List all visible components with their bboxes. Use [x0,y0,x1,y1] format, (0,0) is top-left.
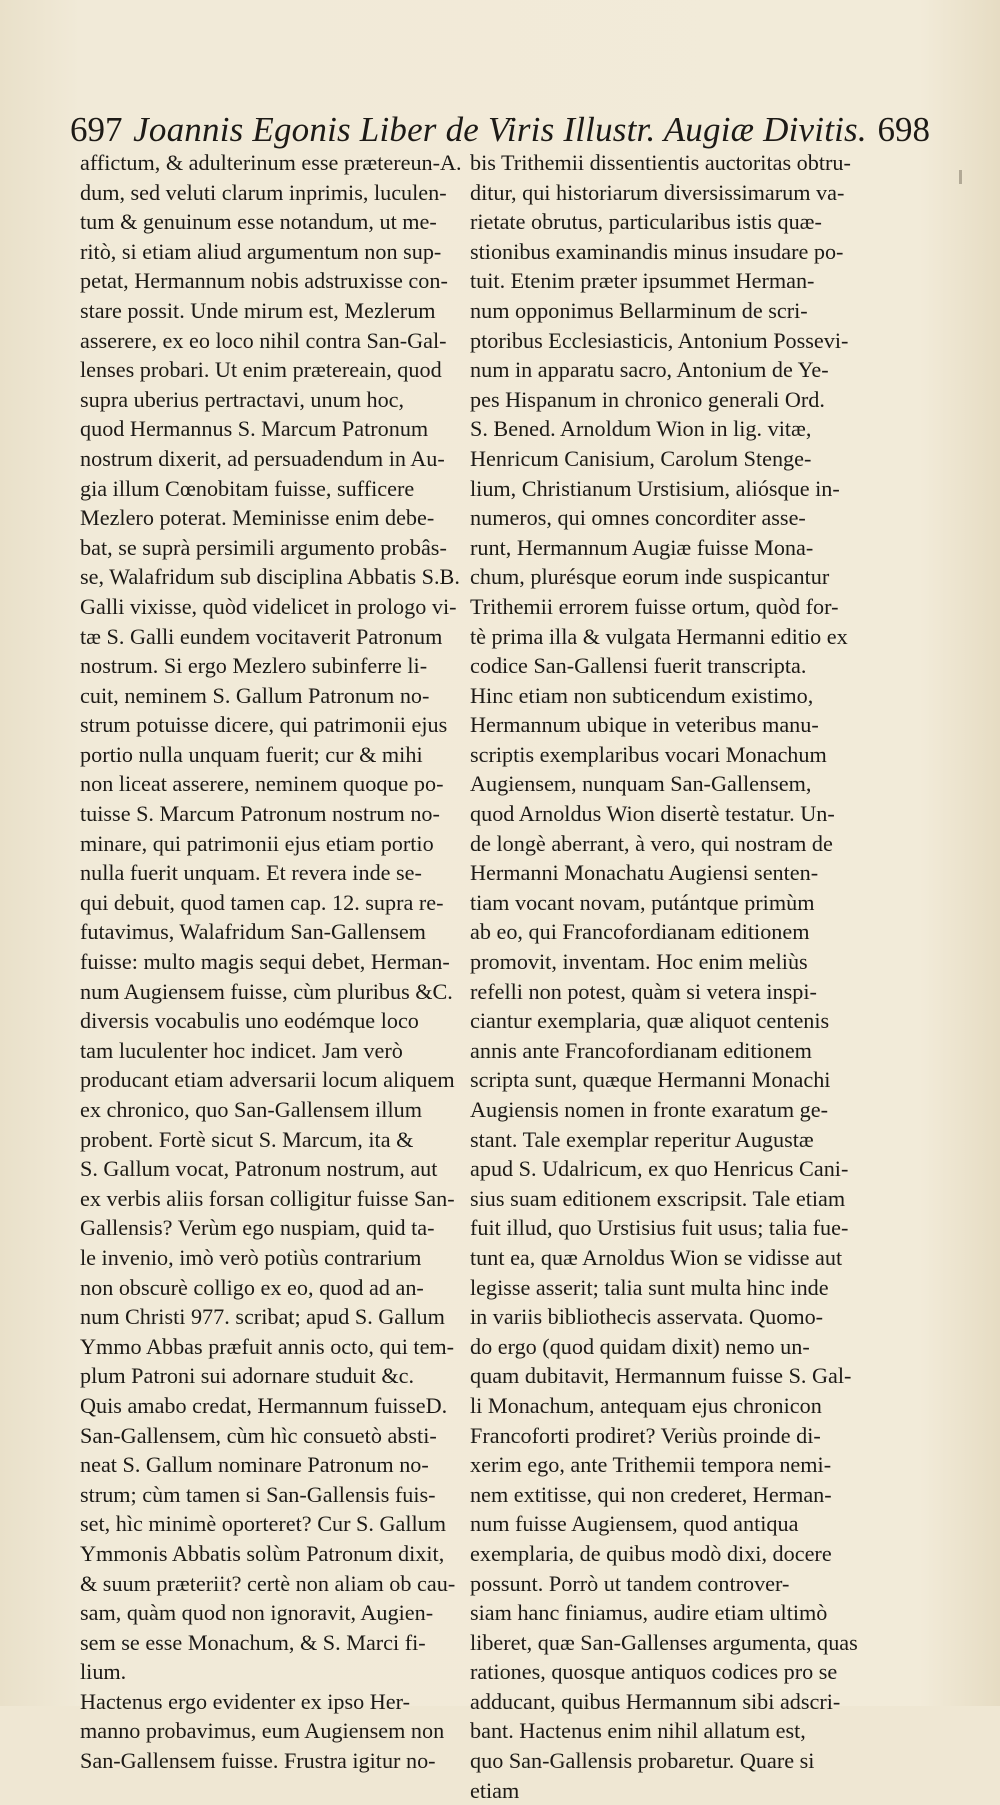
text-line: dum, sed veluti clarum inprimis, luculen- [80,179,447,205]
text-line: fuisse: multo magis sequi debet, Herman- [80,949,450,975]
right-text-column [470,148,908,1805]
text-line: neat S. Gallum nominare Patronum no- [80,1452,429,1478]
text-line: adducant, quibus Hermannum sibi adscri- [470,1688,841,1714]
text-line: siam hanc finiamus, audire etiam ultimò [470,1600,828,1626]
text-line: portio nulla unquam fuerit; cur & mihi [80,741,423,767]
text-line: tum & genuinum esse notandum, ut me- [80,209,437,235]
text-line: stant. Tale exemplar reperitur Augustæ [470,1126,814,1152]
text-line: promovit, inventam. Hoc enim meliùs [470,949,808,975]
text-line: probent. Fortè sicut S. Marcum, ita & [80,1126,414,1152]
text-line: tæ S. Galli eundem vocitaverit Patronum [80,623,443,649]
text-line: bat, se suprà persimili argumento probâs- [80,534,447,560]
text-line: sem se esse Monachum, & S. Marci fi- [80,1629,426,1655]
text-line: plum Patroni sui adornare studuit &c. [80,1363,414,1389]
text-line: affictum, & adulterinum esse prætereun-A. [80,150,462,175]
text-line: ritò, si etiam aliud argumentum non sup- [80,238,442,264]
text-line: ditur, qui historiarum diversissimarum va- [470,179,845,205]
text-line: set, hìc minimè oporteret? Cur S. Gallum [80,1511,447,1537]
text-line: S. Gallum vocat, Patronum nostrum, aut [80,1156,438,1182]
text-line: rationes, quosque antiquos codices pro se [470,1659,838,1685]
text-line: nostrum dixerit, ad persuadendum in Au- [80,445,445,471]
text-line: in variis bibliothecis asservata. Quomo- [470,1304,824,1330]
page-number-left: 697 [70,110,123,149]
text-line: xerim ego, ante Trithemii tempora nemi- [470,1452,832,1478]
text-line: le invenio, imò verò potiùs contrarium [80,1244,422,1270]
text-line: non liceat asserere, neminem quoque po- [80,771,444,797]
left-text-column [80,148,518,1776]
text-line: ab eo, qui Francofordianam editionem [470,919,810,945]
text-line: sius suam editionem exscripsit. Tale etiam [470,1185,846,1211]
text-line: Ymmo Abbas præfuit annis octo, qui tem- [80,1333,455,1359]
text-line: petat, Hermannum nobis adstruxisse con- [80,268,448,294]
margin-mark [959,170,962,184]
text-line: Hinc etiam non subticendum existimo, [470,682,814,708]
text-line: num opponimus Bellarminum de scri- [470,297,808,323]
text-line: Gallensis? Verùm ego nuspiam, quid ta- [80,1215,435,1241]
text-line: ex verbis aliis forsan colligitur fuisse San- [80,1185,455,1211]
text-line: ptoribus Ecclesiasticis, Antonium Possevi- [470,327,849,353]
text-line: nem extitisse, qui non crederet, Herman- [470,1481,832,1507]
text-line: exemplaria, de quibus modò dixi, docere [470,1540,832,1566]
text-line: quo San-Gallensis probaretur. Quare si [470,1748,815,1774]
text-line: Augiensis nomen in fronte exaratum ge- [470,1097,828,1122]
text-line: lium, Christianum Urstisium, aliósque in- [470,475,840,501]
text-line: strum potuisse dicere, qui patrimonii ejus [80,712,448,738]
page-number-right: 698 [877,110,930,149]
text-line: se, Walafridum sub disciplina Abbatis S.B. [80,564,460,590]
text-line: S. Bened. Arnoldum Wion in lig. vitæ, [470,416,812,442]
text-line: possunt. Porrò ut tandem controver- [470,1570,790,1596]
text-line: San-Gallensem, cùm hìc consuetò absti- [80,1422,437,1448]
text-line: Hermanni Monachatu Augiensi senten- [470,860,819,886]
text-line: Trithemii errorem fuisse ortum, quòd for- [470,593,839,619]
text-line: liberet, quæ San-Gallenses argumenta, quas [470,1629,858,1655]
text-line: ciantur exemplaria, quæ aliquot centenis [470,1008,830,1034]
text-line: Galli vixisse, quòd videlicet in prologo vi- [80,593,457,619]
text-line: stionibus examinandis minus insudare po- [470,238,844,264]
text-line: supra uberius pertractavi, unum hoc, [80,386,405,412]
text-line: li Monachum, antequam ejus chronicon [470,1392,822,1418]
text-line: fuit illud, quo Urstisius fuit usus; talia fue- [470,1215,849,1241]
text-line: tuit. Etenim præter ipsummet Herman- [470,268,815,294]
text-line: asserere, ex eo loco nihil contra San-Gal- [80,327,447,353]
running-header [70,108,930,152]
text-line: bant. Hactenus enim nihil allatum est, [470,1718,806,1744]
text-line: bis Trithemii dissentientis auctoritas obtru- [470,150,851,175]
text-line: cuit, neminem S. Gallum Patronum no- [80,682,430,708]
text-line: chum, plurésque eorum inde suspicantur [470,564,830,590]
text-line: nulla fuerit unquam. Et revera inde se- [80,860,422,886]
text-line: lenses probari. Ut enim prætereain, quod [80,357,442,383]
text-line: quod Arnoldus Wion disertè testatur. Un- [470,801,835,827]
text-line: legisse asserit; talia sunt multa hinc inde [470,1274,829,1300]
text-line: Francoforti prodiret? Veriùs proinde di- [470,1422,821,1448]
text-line: tè prima illa & vulgata Hermanni editio ex [470,623,848,649]
text-line: rietate obrutus, particularibus istis quæ- [470,209,822,235]
text-line: tam luculenter hoc indicet. Jam verò [80,1037,403,1063]
text-line: non obscurè colligo ex eo, quod ad an- [80,1274,424,1300]
text-line: & suum præteriit? certè non aliam ob cau- [80,1570,456,1596]
text-line: nostrum. Si ergo Mezlero subinferre li- [80,653,428,679]
text-line: Hermannum ubique in veteribus manu- [470,712,819,738]
text-line: num Christi 977. scribat; apud S. Gallum [80,1304,445,1330]
text-line: San-Gallensem fuisse. Frustra igitur no- [80,1748,436,1774]
text-line: tuisse S. Marcum Patronum nostrum no- [80,801,440,827]
text-line: lium. [80,1659,127,1685]
text-line: Augiensem, nunquam San-Gallensem, [470,771,812,797]
text-line: tunt ea, quæ Arnoldus Wion se vidisse aut [470,1244,843,1270]
text-line: scriptis exemplaribus vocari Monachum [470,741,827,767]
text-line: tiam vocant novam, putántque primùm [470,889,815,915]
text-line: numeros, qui omnes concorditer asse- [470,505,806,531]
text-line: diversis vocabulis uno eodémque loco [80,1008,419,1034]
text-line: pes Hispanum in chronico generali Ord. [470,386,825,412]
text-line: stare possit. Unde mirum est, Mezlerum [80,297,436,323]
text-line: num Augiensem fuisse, cùm pluribus &C. [80,978,453,1004]
text-line: de longè aberrant, à vero, qui nostram de [470,830,833,856]
text-line: annis ante Francofordianam editionem [470,1037,812,1063]
text-line: quam dubitavit, Hermannum fuisse S. Gal- [470,1363,852,1389]
text-line: futavimus, Walafridum San-Gallensem [80,919,426,945]
text-line: codice San-Gallensi fuerit transcripta. [470,653,807,679]
text-line: producant etiam adversarii locum aliquem [80,1067,455,1093]
text-line: Ymmonis Abbatis solùm Patronum dixit, [80,1540,445,1566]
running-title: Joannis Egonis Liber de Viris Illustr. Augiæ Divitis. [133,110,867,149]
text-line: Hactenus ergo evidenter ex ipso Her- [80,1688,410,1714]
text-line: Quis amabo credat, Hermannum fuisseD. [80,1392,448,1418]
text-line: runt, Hermannum Augiæ fuisse Mona- [470,534,814,560]
text-line: etiam [470,1777,520,1803]
text-line: num in apparatu sacro, Antonium de Ye- [470,357,829,383]
text-line: strum; cùm tamen si San-Gallensis fuis- [80,1481,436,1507]
text-line: gia illum Cœnobitam fuisse, sufficere [80,475,415,501]
text-line: ex chronico, quo San-Gallensem illum [80,1097,422,1122]
text-line: qui debuit, quod tamen cap. 12. supra re- [80,889,444,915]
text-line: sam, quàm quod non ignoravit, Augien- [80,1600,434,1626]
text-line: minare, qui patrimonii ejus etiam portio [80,830,434,856]
text-line: do ergo (quod quidam dixit) nemo un- [470,1333,810,1359]
text-line: quod Hermannus S. Marcum Patronum [80,416,429,442]
text-line: apud S. Udalricum, ex quo Henricus Cani- [470,1156,849,1182]
text-line: refelli non potest, quàm si vetera inspi- [470,978,817,1004]
text-line: scripta sunt, quæque Hermanni Monachi [470,1067,831,1093]
text-line: Henricum Canisium, Carolum Stenge- [470,445,812,471]
text-line: num fuisse Augiensem, quod antiqua [470,1511,799,1537]
text-line: Mezlero poterat. Meminisse enim debe- [80,505,435,531]
text-line: manno probavimus, eum Augiensem non [80,1718,445,1744]
